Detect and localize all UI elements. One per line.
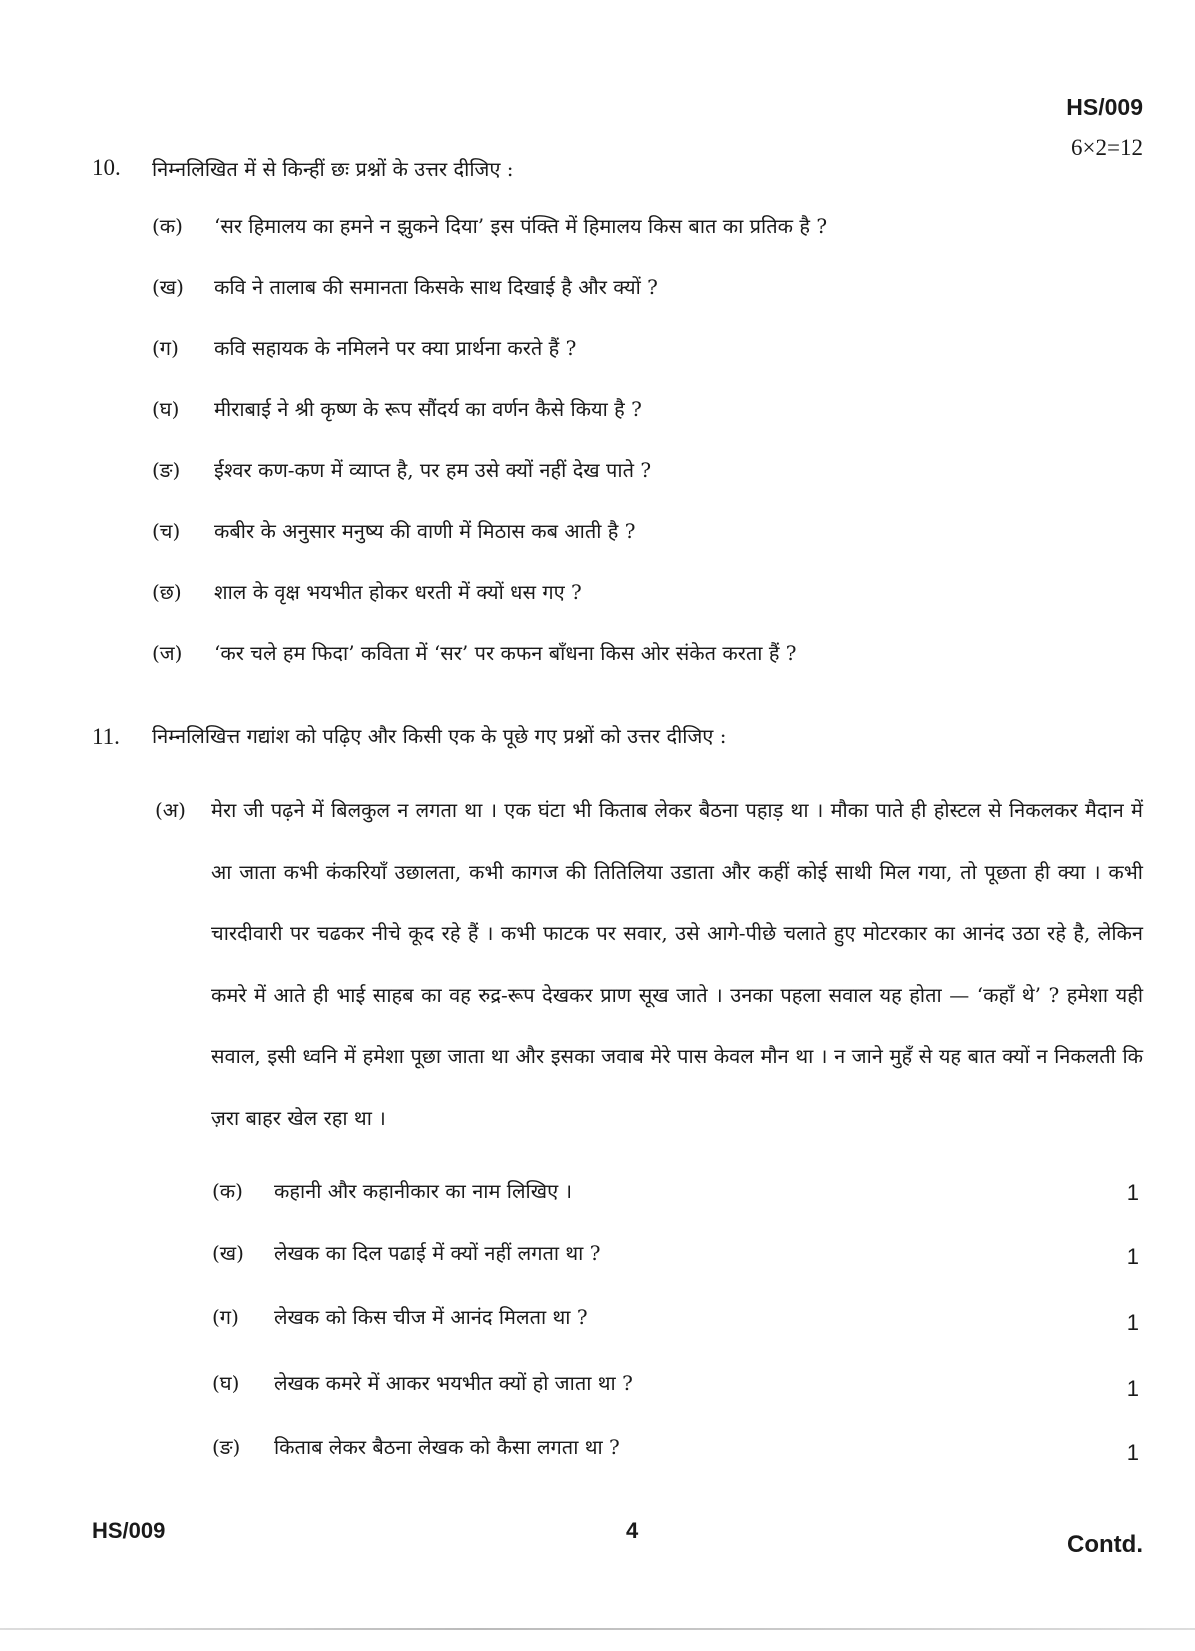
item-label: (ग) <box>152 336 179 360</box>
list-item <box>152 456 651 483</box>
item-label: (ख) <box>152 275 184 299</box>
item-label: (ग) <box>212 1305 239 1329</box>
question-instruction: निम्नलिखित में से किन्हीं छः प्रश्नों के उत्तर दीजिए : <box>152 157 514 181</box>
question-number: 10. <box>92 155 121 180</box>
item-label: (ज) <box>152 641 183 665</box>
list-item <box>152 212 827 239</box>
paper-code-footer: HS/009 <box>92 1518 166 1543</box>
item-text: लेखक को किस चीज में आनंद मिलता था ? <box>274 1305 588 1329</box>
list-item <box>212 1303 588 1330</box>
list-item <box>212 1433 620 1460</box>
question-number: 11. <box>92 724 120 749</box>
item-text: मीराबाई ने श्री कृष्ण के रूप सौंदर्य का वर्णन कैसे किया है ? <box>214 397 642 421</box>
passage-text: मेरा जी पढ़ने में बिलकुल न लगता था । एक घंटा भी किताब लेकर बैठना पहाड़ था । मौका पाते ही होस्टल से निकलकर मैदान में आ जाता कभी कंकरियाँ उछालता, कभी कागज की तितिलिया उडाता और कहीं कोई साथी मिल गया, तो पूछता ही क्या । कभी चारदीवारी पर चढकर नीचे कूद रहे हैं । कभी फाटक पर सवार, उसे आगे-पीछे चलाते हुए मोटरकार का आनंद उठा रहे है, लेकिन कमरे में आते ही भाई साहब का वह रुद्र-रूप देखकर प्राण सूख जाते । उनका पहला सवाल यह होता — ‘कहाँ थे’ ? हमेशा यही सवाल, इसी ध्वनि में हमेशा पूछा जाता था और इसका जवाब मेरे पास केवल मौन था । न जाने मुहँ से यह बात क्यों न निकलती कि ज़रा बाहर खेल रहा था । <box>211 798 1143 1130</box>
list-item <box>152 273 658 300</box>
item-text: कहानी और कहानीकार का नाम लिखिए । <box>274 1179 573 1203</box>
item-marks: 1 <box>1126 1310 1139 1335</box>
list-item <box>152 639 797 666</box>
item-text: शाल के वृक्ष भयभीत होकर धरती में क्यों धस गए ? <box>214 580 582 604</box>
item-text: किताब लेकर बैठना लेखक को कैसा लगता था ? <box>274 1435 620 1459</box>
item-label: (ङ) <box>212 1435 241 1459</box>
list-item <box>152 517 636 544</box>
list-item <box>152 578 582 605</box>
item-label: (छ) <box>152 580 182 604</box>
item-label: (ख) <box>212 1241 244 1265</box>
item-text: ‘कर चले हम फिदा’ कविता में ‘सर’ पर कफन बाँधना किस ओर संकेत करता हैं ? <box>214 641 797 665</box>
page-number: 4 <box>626 1518 639 1543</box>
item-text: लेखक कमरे में आकर भयभीत क्यों हो जाता था ? <box>274 1371 633 1395</box>
item-marks: 1 <box>1126 1440 1139 1465</box>
item-marks: 1 <box>1126 1376 1139 1401</box>
item-label: (घ) <box>152 397 180 421</box>
item-label: (ङ) <box>152 458 181 482</box>
paper-code-header: HS/009 <box>1066 94 1143 120</box>
item-label: (च) <box>152 519 181 543</box>
item-marks: 1 <box>1126 1180 1139 1205</box>
passage-label: (अ) <box>155 798 186 822</box>
item-label: (घ) <box>212 1371 240 1395</box>
item-marks: 1 <box>1126 1244 1139 1269</box>
list-item <box>152 395 642 422</box>
item-text: लेखक का दिल पढाई में क्यों नहीं लगता था ? <box>274 1241 601 1265</box>
item-text: कवि ने तालाब की समानता किसके साथ दिखाई है और क्यों ? <box>214 275 658 299</box>
item-label: (क) <box>152 214 183 238</box>
list-item <box>212 1177 572 1204</box>
marks-scheme: 6×2=12 <box>1071 135 1143 160</box>
item-label: (क) <box>212 1179 243 1203</box>
list-item <box>212 1369 633 1396</box>
item-text: कवि सहायक के नमिलने पर क्या प्रार्थना करते हैं ? <box>214 336 577 360</box>
list-item <box>212 1239 600 1266</box>
scan-edge-divider <box>0 1628 1195 1630</box>
list-item <box>152 334 576 361</box>
item-text: कबीर के अनुसार मनुष्य की वाणी में मिठास कब आती है ? <box>214 519 636 543</box>
continued-label: Contd. <box>1067 1531 1143 1558</box>
item-text: ईश्वर कण-कण में व्याप्त है, पर हम उसे क्यों नहीं देख पाते ? <box>214 458 652 482</box>
item-text: ‘सर हिमालय का हमने न झुकने दिया’ इस पंक्ति में हिमालय किस बात का प्रतिक है ? <box>214 214 828 238</box>
question-instruction: निम्नलिखित्त गद्यांश को पढ़िए और किसी एक के पूछे गए प्रश्नों को उत्तर दीजिए : <box>152 724 727 748</box>
